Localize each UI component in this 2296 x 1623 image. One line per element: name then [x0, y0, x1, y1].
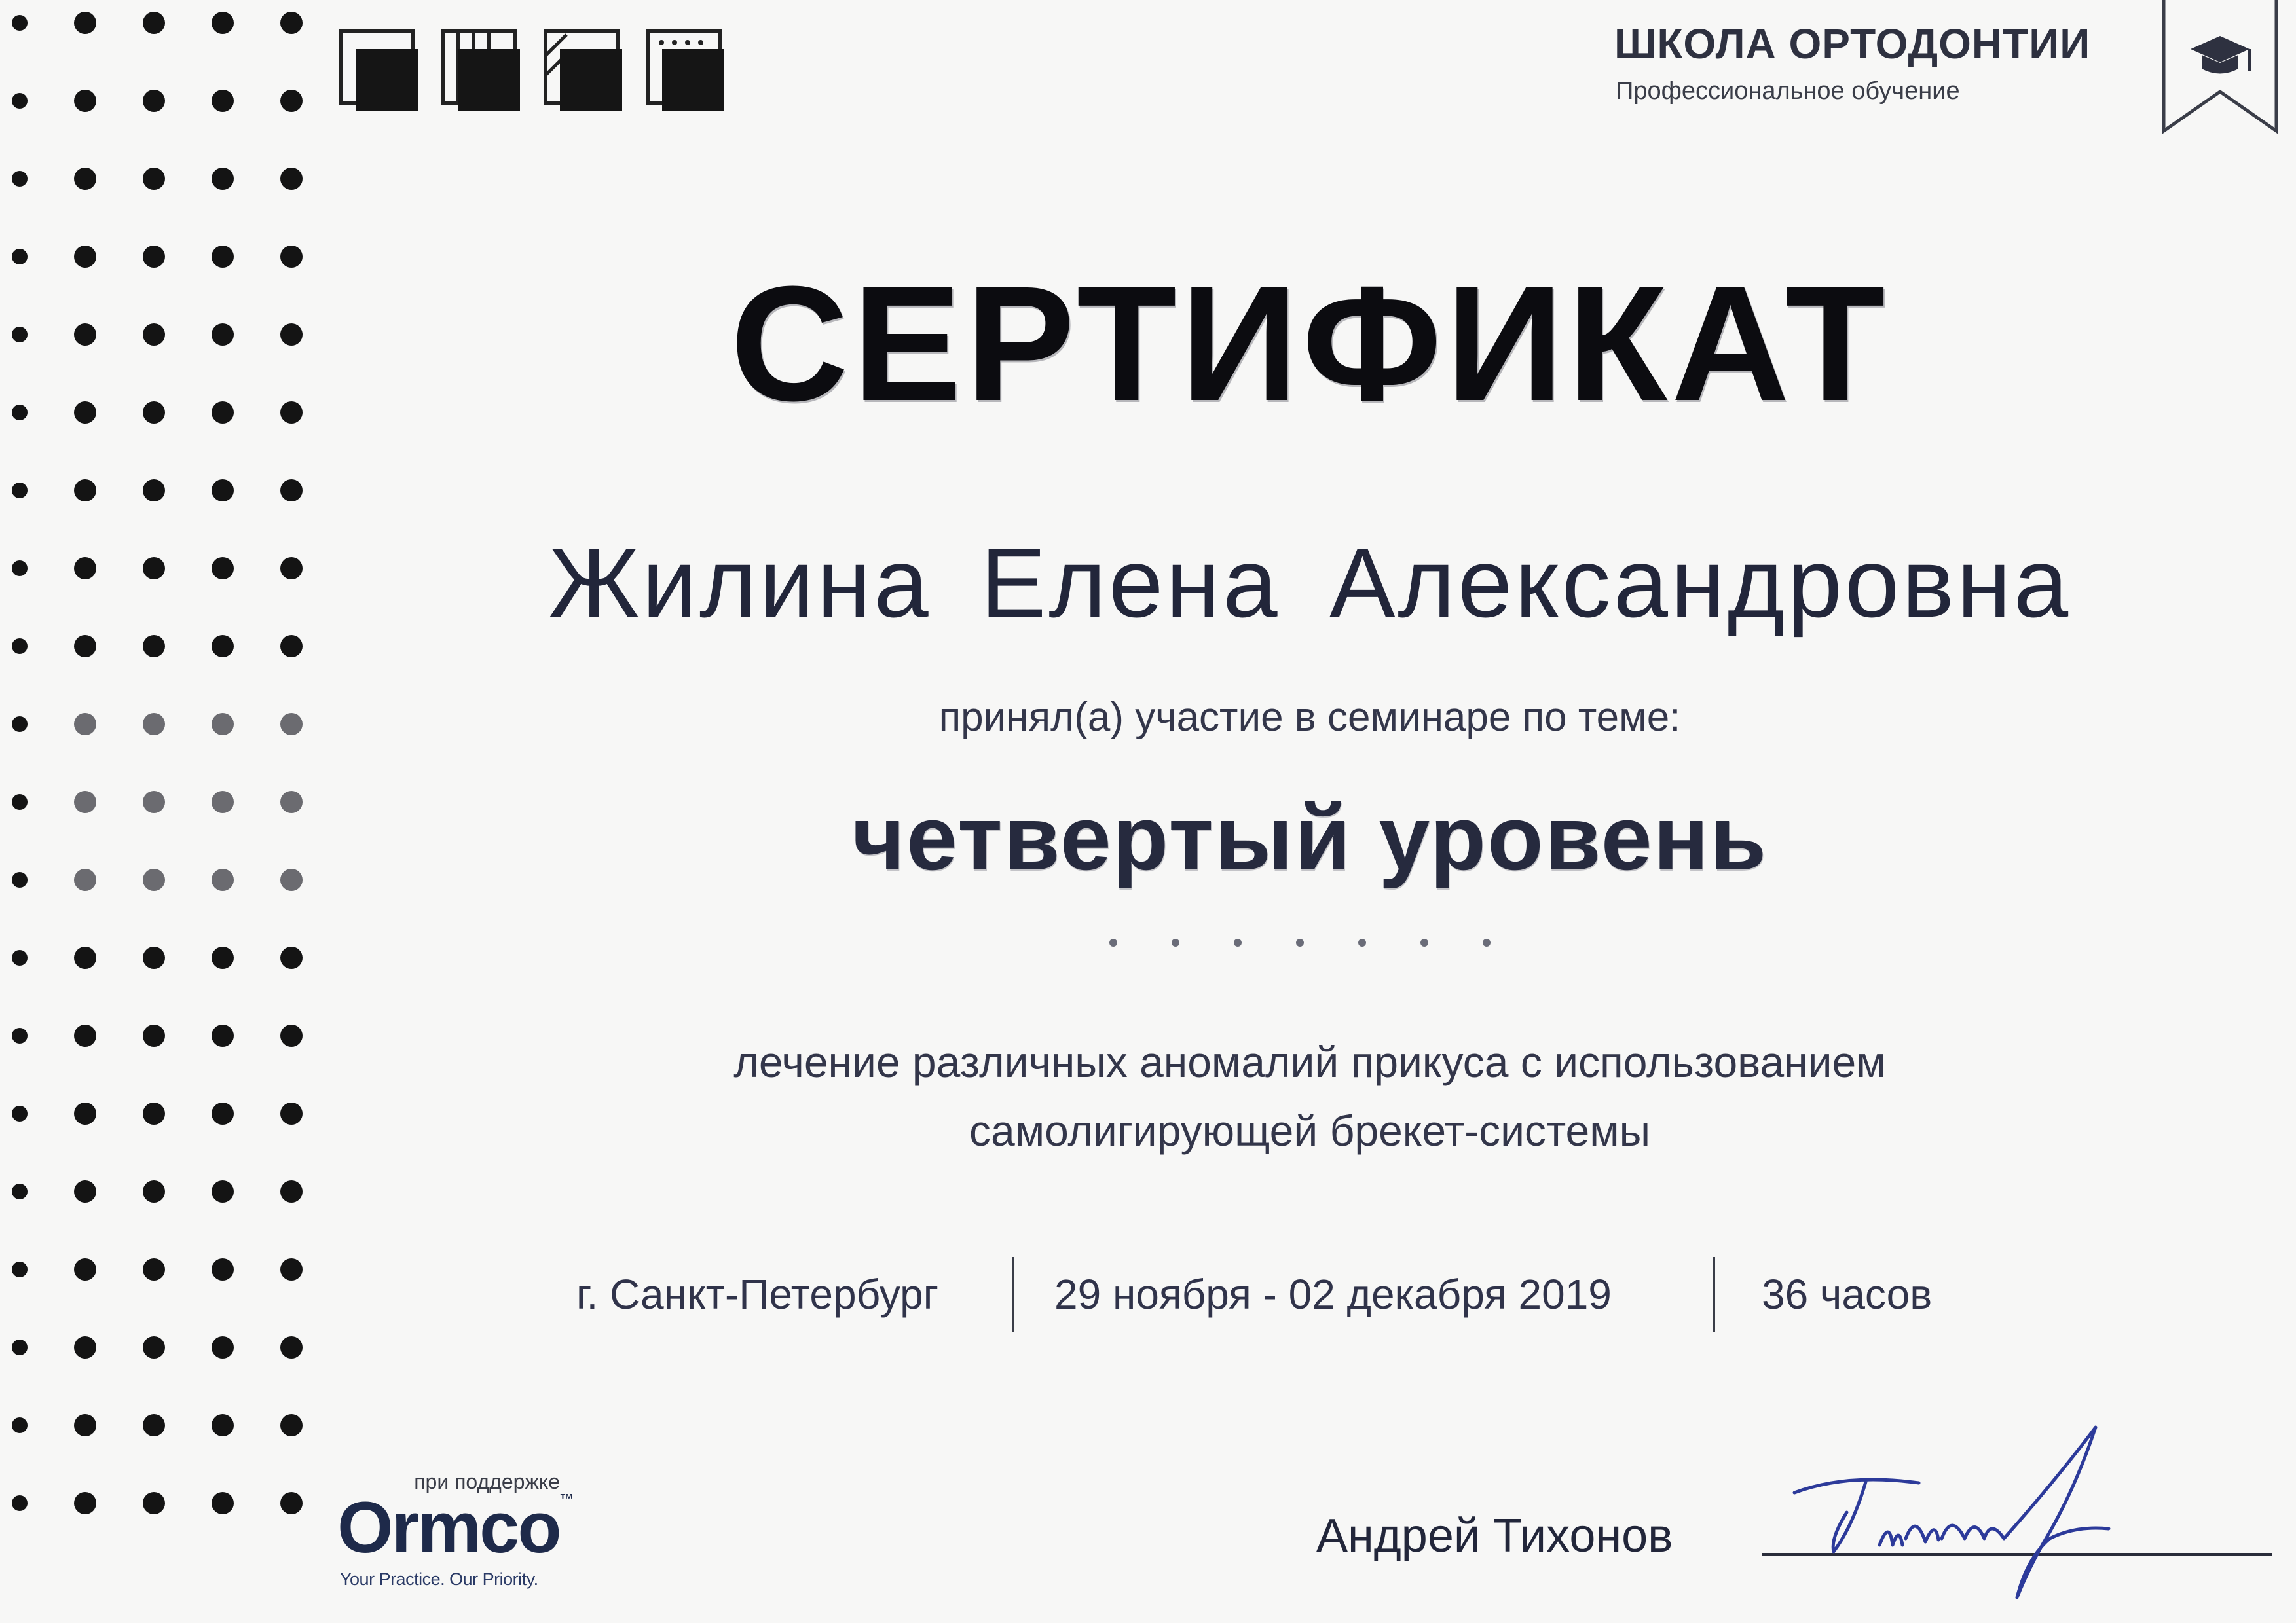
decorative-dot: [143, 713, 165, 735]
participation-text: принял(а) участие в семинаре по теме:: [938, 695, 1681, 740]
decorative-dot: [74, 791, 96, 813]
decorative-dot: [12, 1495, 28, 1511]
decorative-dot: [143, 1336, 165, 1359]
decorative-dot: [12, 560, 28, 576]
decorative-dot: [74, 168, 96, 190]
decorative-dot: [280, 479, 303, 501]
decorative-dot: [212, 1414, 234, 1436]
seminar-topic: четвертый уровень: [851, 786, 1768, 889]
decorative-dot: [212, 557, 234, 579]
decorative-dot: [212, 869, 234, 891]
decorative-dot: [12, 638, 28, 654]
decorative-dot: [280, 323, 303, 346]
decorative-dot: [212, 947, 234, 969]
decorative-dot: [280, 947, 303, 969]
brand-title: ШКОЛА ОРТОДОНТИИ: [1614, 20, 2091, 67]
decorative-dot: [74, 1180, 96, 1203]
sponsor-logo: [337, 1470, 574, 1601]
decorative-dot: [12, 327, 28, 342]
decorative-dot: [280, 635, 303, 657]
decorative-dot: [280, 869, 303, 891]
decorative-dot: [74, 479, 96, 501]
decorative-dot: [143, 557, 165, 579]
decorative-dot: [74, 323, 96, 346]
graduation-cap-icon: [2161, 0, 2279, 137]
decorative-dot: [12, 15, 28, 31]
decorative-dot: [280, 557, 303, 579]
decorative-dot: [212, 90, 234, 112]
decorative-dot: [12, 716, 28, 732]
decorative-dot: [12, 93, 28, 109]
decorative-dot: [74, 401, 96, 424]
decorative-dot: [74, 557, 96, 579]
recipient-name: Жилина Елена Александровна: [548, 528, 2071, 638]
decorative-dot: [280, 246, 303, 268]
certificate-title: СЕРТИФИКАТ: [730, 252, 1889, 435]
decorative-dot: [280, 1025, 303, 1047]
decorative-dot: [12, 1340, 28, 1355]
description-line-2: самолигирующей брекет-системы: [969, 1106, 1650, 1155]
decorative-dot: [143, 1180, 165, 1203]
seminar-description: [393, 1028, 2227, 1165]
dot-pattern: [0, 0, 341, 1623]
decorative-dot: [74, 635, 96, 657]
decorative-dot: [280, 90, 303, 112]
decorative-dot: [212, 1025, 234, 1047]
decorative-dot: [212, 323, 234, 346]
decorative-dot: [74, 1103, 96, 1125]
details-separator: [1713, 1257, 1715, 1332]
decorative-dot: [74, 1492, 96, 1514]
decorative-dot: [212, 1492, 234, 1514]
decorative-dot: [12, 1028, 28, 1044]
decorative-dot: [12, 405, 28, 420]
decorative-dot: [280, 1180, 303, 1203]
decorative-dot: [212, 168, 234, 190]
decorative-dot: [12, 872, 28, 888]
decorative-dot: [212, 479, 234, 501]
decorative-dot: [212, 635, 234, 657]
signer-name: Андрей Тихонов: [1316, 1510, 1673, 1562]
decorative-dot: [74, 869, 96, 891]
decorative-dot: [12, 1106, 28, 1122]
decorative-dot: [143, 168, 165, 190]
school-brand: [1614, 20, 2125, 118]
seminar-dates: 29 ноября - 02 декабря 2019: [1054, 1271, 1612, 1318]
building-squares-icon: [337, 29, 743, 115]
decorative-dot: [280, 1336, 303, 1359]
decorative-dot: [74, 1025, 96, 1047]
handwritten-signature: [1768, 1414, 2135, 1611]
decorative-dot: [12, 171, 28, 187]
decorative-dot: [280, 713, 303, 735]
decorative-dot: [212, 401, 234, 424]
decorative-dot: [212, 246, 234, 268]
decorative-dot: [280, 401, 303, 424]
decorative-dot: [143, 246, 165, 268]
decorative-dot: [280, 1103, 303, 1125]
decorative-dot: [280, 12, 303, 34]
ormco-wordmark: Ormco: [337, 1487, 560, 1568]
decorative-dot: [280, 791, 303, 813]
decorative-dot: [12, 794, 28, 810]
decorative-dot: [143, 1103, 165, 1125]
seminar-hours: 36 часов: [1762, 1271, 1933, 1318]
decorative-dot: [74, 947, 96, 969]
decorative-dot: [12, 1184, 28, 1199]
decorative-dot: [212, 1103, 234, 1125]
decorative-dot: [12, 249, 28, 264]
sponsor-slogan: Your Practice. Our Priority.: [340, 1569, 538, 1589]
seminar-details: [0, 1257, 2296, 1336]
decorative-dot: [143, 791, 165, 813]
dot-pattern-svg: [0, 0, 341, 1623]
dotted-divider: [1100, 930, 1546, 956]
sponsor-label: при поддержке: [414, 1470, 560, 1493]
decorative-dot: [143, 1414, 165, 1436]
decorative-dot: [12, 483, 28, 498]
decorative-dot: [143, 869, 165, 891]
description-line-1: лечение различных аномалий прикуса с использованием: [733, 1038, 1886, 1086]
decorative-dot: [143, 323, 165, 346]
decorative-dot: [212, 791, 234, 813]
decorative-dot: [143, 12, 165, 34]
decorative-dot: [74, 1336, 96, 1359]
decorative-dot: [212, 713, 234, 735]
decorative-dot: [280, 168, 303, 190]
decorative-dot: [212, 1180, 234, 1203]
decorative-dot: [143, 479, 165, 501]
decorative-dot: [143, 635, 165, 657]
decorative-dot: [74, 1414, 96, 1436]
decorative-dot: [280, 1492, 303, 1514]
decorative-dot: [74, 90, 96, 112]
decorative-dot: [143, 1025, 165, 1047]
decorative-dot: [74, 713, 96, 735]
ormco-trademark: ™: [559, 1491, 574, 1507]
ormco-logo: [337, 1487, 574, 1568]
decorative-dot: [143, 401, 165, 424]
details-separator: [1012, 1257, 1014, 1332]
decorative-dot: [12, 1417, 28, 1433]
decorative-dot: [143, 1492, 165, 1514]
brand-subtitle: Профессиональное обучение: [1616, 77, 1960, 105]
decorative-dot: [74, 246, 96, 268]
seminar-city: г. Санкт-Петербург: [576, 1271, 939, 1318]
decorative-dot: [143, 90, 165, 112]
decorative-dot: [212, 12, 234, 34]
decorative-dot: [143, 947, 165, 969]
decorative-dot: [74, 12, 96, 34]
decorative-dot: [12, 950, 28, 966]
decorative-dot: [280, 1414, 303, 1436]
decorative-dot: [212, 1336, 234, 1359]
